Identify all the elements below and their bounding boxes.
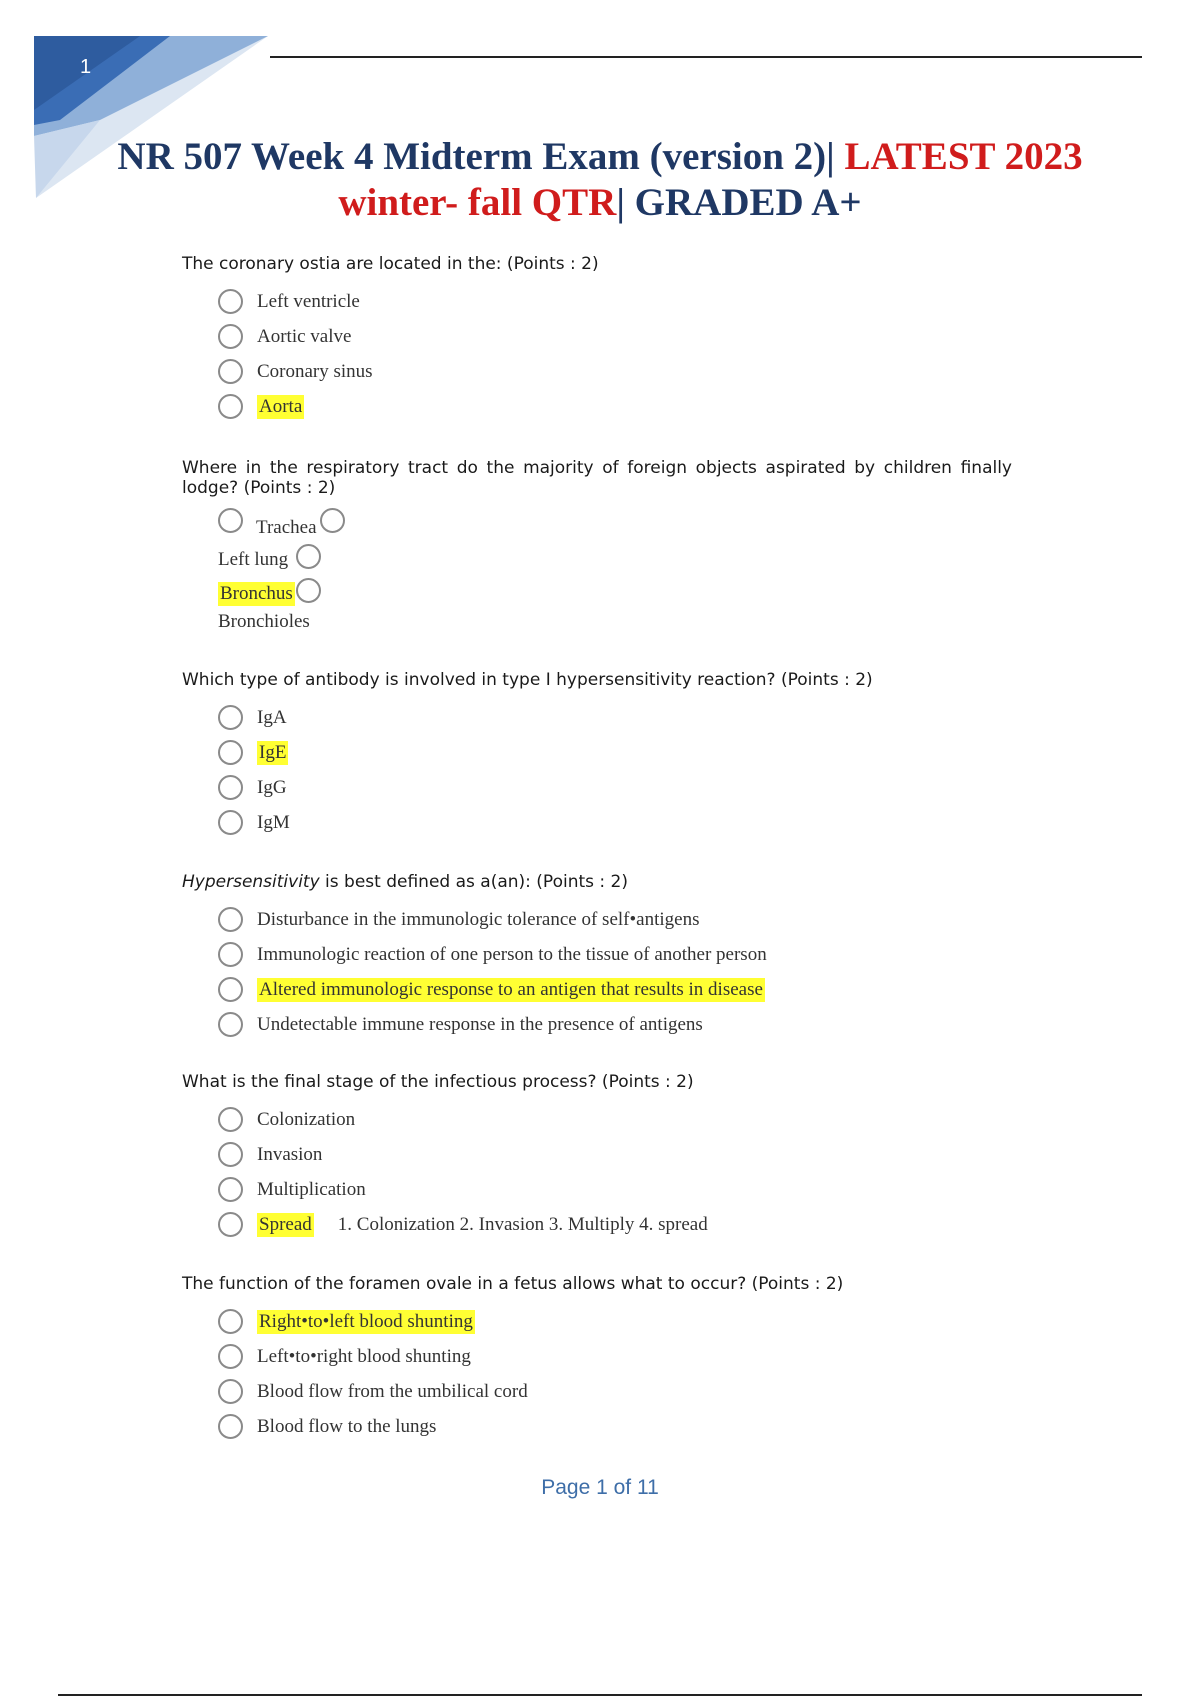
- radio-button[interactable]: [218, 1309, 243, 1334]
- radio-button[interactable]: [218, 740, 243, 765]
- option-label: Left lung: [218, 549, 289, 570]
- question-1: [182, 254, 1012, 424]
- question-text: The function of the foramen ovale in a fetus allows what to occur? (Points : 2): [182, 1274, 844, 1294]
- option[interactable]: [218, 1374, 1012, 1409]
- option[interactable]: [218, 805, 1012, 840]
- option-label: Trachea: [256, 517, 317, 538]
- question-text: Which type of antibody is involved in type I hypersensitivity reaction? (Points : 2): [182, 670, 873, 690]
- option[interactable]: [218, 902, 1012, 937]
- title-text: winter- fall QTR: [338, 181, 617, 224]
- option-label: IgM: [257, 811, 290, 833]
- question-text-rest: is best defined as a(an): (Points : 2): [319, 872, 628, 892]
- question-text: What is the final stage of the infectious process? (Points : 2): [182, 1072, 694, 1092]
- option-label: Coronary sinus: [257, 360, 373, 382]
- option[interactable]: [218, 770, 1012, 805]
- option-label: Left•to•right blood shunting: [257, 1345, 471, 1367]
- question-5: [182, 1072, 1012, 1242]
- radio-button[interactable]: [218, 359, 243, 384]
- option-label: Disturbance in the immunologic tolerance of self•antigens: [257, 908, 700, 930]
- radio-button[interactable]: [218, 1142, 243, 1167]
- option-label: Multiplication: [257, 1178, 366, 1200]
- option-correct[interactable]: [218, 1304, 1012, 1339]
- title-text: | GRADED A+: [616, 181, 862, 224]
- option-label: Undetectable immune response in the presence of antigens: [257, 1013, 703, 1035]
- radio-button[interactable]: [218, 508, 243, 533]
- radio-button[interactable]: [218, 810, 243, 835]
- page-footer: Page 1 of 11: [541, 1476, 659, 1499]
- option-label: IgA: [257, 706, 287, 728]
- option-label: Invasion: [257, 1143, 323, 1165]
- question-text: [182, 872, 1012, 892]
- radio-button[interactable]: [218, 394, 243, 419]
- option-label-highlighted: Altered immunologic response to an antigen that results in disease: [259, 978, 763, 1000]
- title-text: LATEST 2023: [844, 135, 1083, 178]
- question-6: [182, 1274, 1012, 1444]
- radio-button[interactable]: [218, 1012, 243, 1037]
- option-label-highlighted: Spread: [259, 1213, 312, 1235]
- option-label: Left ventricle: [257, 290, 360, 312]
- option[interactable]: [218, 354, 1012, 389]
- radio-button[interactable]: [218, 1379, 243, 1404]
- radio-button[interactable]: [320, 508, 345, 533]
- option-label: Blood flow to the lungs: [257, 1415, 437, 1437]
- question-text: The coronary ostia are located in the: (Points : 2): [182, 254, 599, 274]
- document-title: [60, 134, 1140, 226]
- page-number-badge: 1: [80, 56, 92, 78]
- radio-button[interactable]: [218, 289, 243, 314]
- option-correct[interactable]: [218, 1207, 1012, 1242]
- option[interactable]: [218, 1409, 1012, 1444]
- footer-rule: [58, 1694, 1142, 1696]
- radio-button[interactable]: [218, 977, 243, 1002]
- radio-button[interactable]: [218, 705, 243, 730]
- radio-button[interactable]: [218, 1212, 243, 1237]
- option-label-highlighted: Aorta: [259, 395, 303, 417]
- option[interactable]: [218, 1007, 1012, 1042]
- question-text: Where in the respiratory tract do the majority of foreign objects aspirated by children finally lodge? (Points : 2): [182, 458, 1012, 498]
- option-label: Bronchioles: [218, 611, 310, 632]
- radio-button[interactable]: [218, 942, 243, 967]
- title-text: NR 507 Week 4 Midterm Exam (version 2)|: [117, 135, 845, 178]
- question-2: [182, 458, 1012, 508]
- option-label: Immunologic reaction of one person to the tissue of another person: [257, 943, 767, 965]
- radio-button[interactable]: [296, 544, 321, 569]
- option[interactable]: [218, 1339, 1012, 1374]
- question-3: [182, 670, 1012, 840]
- option[interactable]: [218, 937, 1012, 972]
- option[interactable]: [218, 1172, 1012, 1207]
- option[interactable]: [218, 1102, 1012, 1137]
- option-label-highlighted: IgE: [259, 741, 287, 763]
- radio-button[interactable]: [218, 775, 243, 800]
- radio-button[interactable]: [218, 324, 243, 349]
- radio-button[interactable]: [218, 1107, 243, 1132]
- radio-button[interactable]: [218, 1177, 243, 1202]
- question-4: [182, 872, 1012, 1042]
- option-correct[interactable]: [218, 972, 1012, 1007]
- radio-button[interactable]: [296, 578, 321, 603]
- option-label: Aortic valve: [257, 325, 352, 347]
- question-text-italic: Hypersensitivity: [182, 872, 320, 892]
- option-label-highlighted: Right•to•left blood shunting: [259, 1310, 473, 1332]
- answer-note: 1. Colonization 2. Invasion 3. Multiply 4. spread: [337, 1213, 708, 1235]
- header-rule: [270, 56, 1142, 58]
- option-label: Blood flow from the umbilical cord: [257, 1380, 528, 1402]
- radio-button[interactable]: [218, 1414, 243, 1439]
- option[interactable]: [218, 319, 1012, 354]
- option-correct[interactable]: [218, 389, 1012, 424]
- option[interactable]: [218, 284, 1012, 319]
- radio-button[interactable]: [218, 907, 243, 932]
- question-2-options: [218, 504, 618, 634]
- option-label: IgG: [257, 776, 287, 798]
- option[interactable]: [218, 1137, 1012, 1172]
- radio-button[interactable]: [218, 1344, 243, 1369]
- option-label: Colonization: [257, 1108, 356, 1130]
- option-label-highlighted: Bronchus: [220, 583, 293, 604]
- option-correct[interactable]: [218, 735, 1012, 770]
- option[interactable]: [218, 700, 1012, 735]
